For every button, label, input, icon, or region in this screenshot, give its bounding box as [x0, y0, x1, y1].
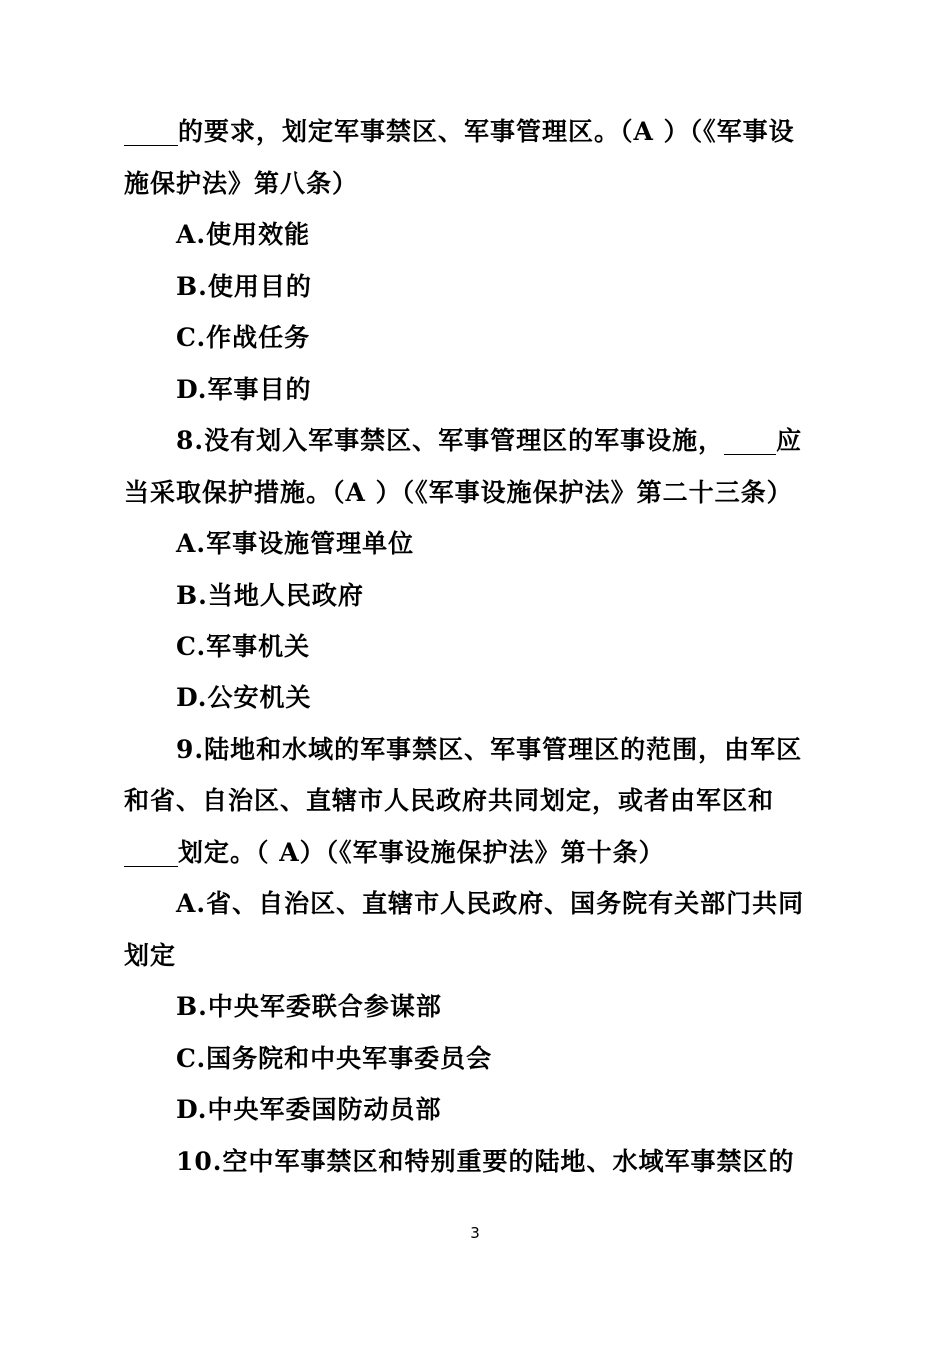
answer-blank: [124, 842, 178, 867]
q8-option-c: C.军事机关: [176, 632, 311, 661]
q9-line-3: 划定。（ A）（《军事设施保护法》第十条）: [124, 837, 665, 869]
q9-option-b: B.中央军委联合参谋部: [176, 992, 442, 1021]
q8-line-1: 8.没有划入军事禁区、军事管理区的军事设施， 应: [176, 426, 803, 455]
q8-option-d: D.公安机关: [176, 683, 312, 712]
q9-option-d: D.中央军委国防动员部: [176, 1095, 442, 1124]
q9-option-a-line-1: A.省、自治区、直辖市人民政府、国务院有关部门共同: [176, 889, 805, 918]
q8-option-a: A.军事设施管理单位: [176, 529, 415, 558]
q7-option-d: D.军事目的: [176, 375, 312, 404]
page-number: 3: [470, 1224, 480, 1242]
q8-line-2: 当采取保护措施。（A ）（《军事设施保护法》第二十三条）: [124, 478, 793, 507]
q9-option-c: C.国务院和中央军事委员会: [176, 1044, 493, 1073]
q7-line-2: 施保护法》第八条）: [124, 169, 359, 198]
q10-line-1: 10.空中军事禁区和特别重要的陆地、水域军事禁区的: [176, 1147, 795, 1176]
q9-option-a-line-2: 划定: [124, 941, 177, 970]
q7-option-b: B.使用目的: [176, 272, 312, 301]
q9-line-1: 9.陆地和水域的军事禁区、军事管理区的范围，由军区: [176, 735, 803, 764]
answer-blank: [124, 121, 178, 146]
answer-blank: [724, 430, 776, 455]
q9-line-2: 和省、自治区、直辖市人民政府共同划定，或者由军区和: [124, 786, 775, 815]
q8-option-b: B.当地人民政府: [176, 581, 364, 610]
q7-option-c: C.作战任务: [176, 323, 311, 352]
q7-option-a: A.使用效能: [176, 220, 311, 249]
q7-line-1: 的要求，划定军事禁区、军事管理区。（A ）（《军事设: [124, 116, 795, 148]
